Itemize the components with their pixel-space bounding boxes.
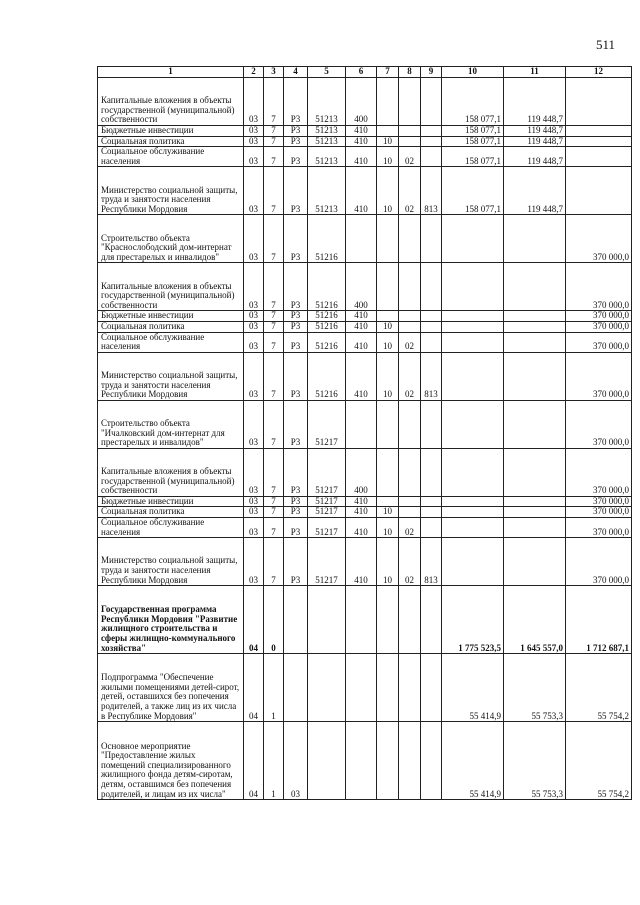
row-name-cell: Социальное обслуживание населения xyxy=(98,332,244,352)
amount-cell-col-10 xyxy=(442,538,504,586)
code-cell-col-4: Р3 xyxy=(284,332,308,352)
code-cell-col-7 xyxy=(377,311,399,322)
amount-cell-col-11 xyxy=(504,311,566,322)
code-cell-col-6: 410 xyxy=(346,538,377,586)
amount-cell-col-10 xyxy=(442,332,504,352)
code-cell-col-6: 400 xyxy=(346,263,377,311)
code-cell-col-6: 400 xyxy=(346,78,377,126)
amount-cell-col-12: 55 754,2 xyxy=(566,654,632,722)
table-row xyxy=(98,321,632,332)
code-cell-col-5: 51213 xyxy=(308,78,346,126)
code-cell-col-9: 813 xyxy=(421,352,442,400)
column-header-8: 8 xyxy=(399,67,421,78)
code-cell-col-4: Р3 xyxy=(284,136,308,147)
code-cell-col-9 xyxy=(421,654,442,722)
row-name-cell: Капитальные вложения в объекты государственной (муниципальной) собственности xyxy=(98,263,244,311)
code-cell-col-5 xyxy=(308,654,346,722)
code-cell-col-3: 7 xyxy=(264,215,284,263)
code-cell-col-9 xyxy=(421,722,442,800)
code-cell-col-2: 03 xyxy=(244,167,264,215)
amount-cell-col-12 xyxy=(566,136,632,147)
amount-cell-col-11 xyxy=(504,507,566,518)
amount-cell-col-12: 370 000,0 xyxy=(566,538,632,586)
code-cell-col-6: 410 xyxy=(346,167,377,215)
code-cell-col-2: 04 xyxy=(244,654,264,722)
code-cell-col-5: 51216 xyxy=(308,321,346,332)
code-cell-col-7: 10 xyxy=(377,321,399,332)
code-cell-col-8 xyxy=(399,400,421,448)
code-cell-col-3: 7 xyxy=(264,78,284,126)
amount-cell-col-11 xyxy=(504,448,566,496)
code-cell-col-6: 400 xyxy=(346,448,377,496)
code-cell-col-6 xyxy=(346,586,377,654)
code-cell-col-8: 02 xyxy=(399,332,421,352)
table-row xyxy=(98,400,632,448)
amount-cell-col-10: 55 414,9 xyxy=(442,654,504,722)
column-header-3: 3 xyxy=(264,67,284,78)
column-header-2: 2 xyxy=(244,67,264,78)
amount-cell-col-10: 158 077,1 xyxy=(442,167,504,215)
row-name-cell: Капитальные вложения в объекты государственной (муниципальной) собственности xyxy=(98,448,244,496)
table-header-row xyxy=(98,67,632,78)
row-name-cell: Социальная политика xyxy=(98,136,244,147)
amount-cell-col-11 xyxy=(504,332,566,352)
column-header-5: 5 xyxy=(308,67,346,78)
row-name-cell: Капитальные вложения в объекты государственной (муниципальной) собственности xyxy=(98,78,244,126)
code-cell-col-6: 410 xyxy=(346,311,377,322)
code-cell-col-4: Р3 xyxy=(284,215,308,263)
table-row xyxy=(98,448,632,496)
row-name-cell: Социальная политика xyxy=(98,321,244,332)
table-row xyxy=(98,215,632,263)
table-row xyxy=(98,654,632,722)
amount-cell-col-12: 370 000,0 xyxy=(566,507,632,518)
code-cell-col-5: 51217 xyxy=(308,496,346,507)
table-row xyxy=(98,126,632,137)
code-cell-col-2: 03 xyxy=(244,332,264,352)
code-cell-col-5 xyxy=(308,586,346,654)
code-cell-col-9 xyxy=(421,263,442,311)
code-cell-col-2: 03 xyxy=(244,507,264,518)
code-cell-col-6 xyxy=(346,722,377,800)
amount-cell-col-12 xyxy=(566,147,632,167)
code-cell-col-9 xyxy=(421,400,442,448)
column-header-4: 4 xyxy=(284,67,308,78)
code-cell-col-9 xyxy=(421,147,442,167)
amount-cell-col-10: 158 077,1 xyxy=(442,147,504,167)
code-cell-col-3: 1 xyxy=(264,722,284,800)
amount-cell-col-10 xyxy=(442,352,504,400)
amount-cell-col-11: 119 448,7 xyxy=(504,147,566,167)
code-cell-col-4: Р3 xyxy=(284,507,308,518)
code-cell-col-2: 03 xyxy=(244,321,264,332)
code-cell-col-5: 51216 xyxy=(308,352,346,400)
column-header-6: 6 xyxy=(346,67,377,78)
code-cell-col-4 xyxy=(284,654,308,722)
amount-cell-col-10 xyxy=(442,496,504,507)
amount-cell-col-11 xyxy=(504,517,566,537)
code-cell-col-6: 410 xyxy=(346,136,377,147)
amount-cell-col-11 xyxy=(504,496,566,507)
amount-cell-col-12: 1 712 687,1 xyxy=(566,586,632,654)
table-row xyxy=(98,263,632,311)
code-cell-col-8 xyxy=(399,126,421,137)
code-cell-col-8: 02 xyxy=(399,167,421,215)
code-cell-col-3: 7 xyxy=(264,263,284,311)
code-cell-col-6 xyxy=(346,215,377,263)
code-cell-col-5: 51217 xyxy=(308,448,346,496)
amount-cell-col-11 xyxy=(504,538,566,586)
amount-cell-col-10: 158 077,1 xyxy=(442,136,504,147)
amount-cell-col-11 xyxy=(504,215,566,263)
code-cell-col-4: Р3 xyxy=(284,311,308,322)
code-cell-col-4: Р3 xyxy=(284,167,308,215)
table-body xyxy=(98,78,632,800)
code-cell-col-8 xyxy=(399,78,421,126)
amount-cell-col-11 xyxy=(504,263,566,311)
code-cell-col-7 xyxy=(377,448,399,496)
table-row xyxy=(98,507,632,518)
code-cell-col-6: 410 xyxy=(346,321,377,332)
column-header-7: 7 xyxy=(377,67,399,78)
code-cell-col-6: 410 xyxy=(346,126,377,137)
code-cell-col-3: 7 xyxy=(264,400,284,448)
amount-cell-col-10 xyxy=(442,507,504,518)
code-cell-col-8: 02 xyxy=(399,538,421,586)
code-cell-col-3: 7 xyxy=(264,311,284,322)
code-cell-col-6 xyxy=(346,654,377,722)
amount-cell-col-11: 55 753,3 xyxy=(504,654,566,722)
code-cell-col-9 xyxy=(421,78,442,126)
code-cell-col-3: 7 xyxy=(264,517,284,537)
code-cell-col-7: 10 xyxy=(377,147,399,167)
column-header-9: 9 xyxy=(421,67,442,78)
column-header-10: 10 xyxy=(442,67,504,78)
code-cell-col-5: 51213 xyxy=(308,136,346,147)
amount-cell-col-12: 370 000,0 xyxy=(566,400,632,448)
amount-cell-col-10 xyxy=(442,263,504,311)
code-cell-col-9 xyxy=(421,321,442,332)
amount-cell-col-11 xyxy=(504,321,566,332)
code-cell-col-3: 7 xyxy=(264,136,284,147)
code-cell-col-5: 51213 xyxy=(308,126,346,137)
code-cell-col-7: 10 xyxy=(377,538,399,586)
code-cell-col-4: Р3 xyxy=(284,538,308,586)
code-cell-col-7 xyxy=(377,722,399,800)
amount-cell-col-12: 370 000,0 xyxy=(566,263,632,311)
code-cell-col-9 xyxy=(421,126,442,137)
code-cell-col-3: 7 xyxy=(264,126,284,137)
code-cell-col-5: 51217 xyxy=(308,507,346,518)
code-cell-col-4: Р3 xyxy=(284,78,308,126)
code-cell-col-2: 03 xyxy=(244,400,264,448)
amount-cell-col-11: 119 448,7 xyxy=(504,167,566,215)
code-cell-col-2: 03 xyxy=(244,126,264,137)
budget-table xyxy=(97,66,632,800)
code-cell-col-5: 51217 xyxy=(308,538,346,586)
code-cell-col-4: Р3 xyxy=(284,448,308,496)
column-header-11: 11 xyxy=(504,67,566,78)
code-cell-col-6: 410 xyxy=(346,507,377,518)
code-cell-col-5 xyxy=(308,722,346,800)
code-cell-col-8 xyxy=(399,263,421,311)
code-cell-col-7 xyxy=(377,263,399,311)
amount-cell-col-12: 370 000,0 xyxy=(566,215,632,263)
amount-cell-col-11 xyxy=(504,400,566,448)
row-name-cell: Основное мероприятие "Предоставление жилых помещений специализированного жилищного фонда детям-сиротам, детям, оставшимся без попечения родителей, и лицам из их числа" xyxy=(98,722,244,800)
code-cell-col-2: 04 xyxy=(244,722,264,800)
code-cell-col-8 xyxy=(399,586,421,654)
code-cell-col-2: 04 xyxy=(244,586,264,654)
code-cell-col-7 xyxy=(377,400,399,448)
row-name-cell: Социальное обслуживание населения xyxy=(98,147,244,167)
row-name-cell: Строительство объекта "Ичалковский дом-интернат для престарелых и инвалидов" xyxy=(98,400,244,448)
code-cell-col-5: 51216 xyxy=(308,311,346,322)
amount-cell-col-10: 1 775 523,5 xyxy=(442,586,504,654)
amount-cell-col-10: 55 414,9 xyxy=(442,722,504,800)
code-cell-col-4: Р3 xyxy=(284,517,308,537)
amount-cell-col-10 xyxy=(442,517,504,537)
code-cell-col-7: 10 xyxy=(377,332,399,352)
amount-cell-col-11: 119 448,7 xyxy=(504,126,566,137)
row-name-cell: Подпрограмма "Обеспечение жилыми помещениями детей-сирот, детей, оставшихся без попечения родителей, а также лиц из их числа в Республике Мордовия" xyxy=(98,654,244,722)
code-cell-col-9: 813 xyxy=(421,538,442,586)
code-cell-col-2: 03 xyxy=(244,215,264,263)
code-cell-col-2: 03 xyxy=(244,352,264,400)
amount-cell-col-10: 158 077,1 xyxy=(442,126,504,137)
code-cell-col-8: 02 xyxy=(399,517,421,537)
row-name-cell: Государственная программа Республики Мордовия "Развитие жилищного строительства и сферы жилищно-коммунального хозяйства" xyxy=(98,586,244,654)
table-row xyxy=(98,586,632,654)
row-name-cell: Бюджетные инвестиции xyxy=(98,496,244,507)
amount-cell-col-12: 370 000,0 xyxy=(566,496,632,507)
code-cell-col-2: 03 xyxy=(244,538,264,586)
code-cell-col-9 xyxy=(421,448,442,496)
amount-cell-col-12 xyxy=(566,78,632,126)
code-cell-col-9: 813 xyxy=(421,167,442,215)
code-cell-col-7: 10 xyxy=(377,167,399,215)
code-cell-col-9 xyxy=(421,311,442,322)
table-row xyxy=(98,78,632,126)
code-cell-col-7 xyxy=(377,496,399,507)
amount-cell-col-10: 158 077,1 xyxy=(442,78,504,126)
table-row xyxy=(98,517,632,537)
table-row xyxy=(98,136,632,147)
code-cell-col-3: 7 xyxy=(264,507,284,518)
code-cell-col-2: 03 xyxy=(244,136,264,147)
code-cell-col-8 xyxy=(399,311,421,322)
code-cell-col-4: Р3 xyxy=(284,147,308,167)
code-cell-col-3: 7 xyxy=(264,352,284,400)
code-cell-col-8 xyxy=(399,321,421,332)
code-cell-col-5: 51216 xyxy=(308,263,346,311)
amount-cell-col-12: 370 000,0 xyxy=(566,332,632,352)
amount-cell-col-12: 370 000,0 xyxy=(566,321,632,332)
code-cell-col-7 xyxy=(377,78,399,126)
code-cell-col-7 xyxy=(377,654,399,722)
code-cell-col-5: 51216 xyxy=(308,332,346,352)
amount-cell-col-10 xyxy=(442,215,504,263)
code-cell-col-6: 410 xyxy=(346,352,377,400)
table-row xyxy=(98,352,632,400)
code-cell-col-8 xyxy=(399,654,421,722)
row-name-cell: Министерство социальной защиты, труда и занятости населения Республики Мордовия xyxy=(98,352,244,400)
code-cell-col-8 xyxy=(399,722,421,800)
amount-cell-col-12 xyxy=(566,126,632,137)
code-cell-col-7: 10 xyxy=(377,352,399,400)
code-cell-col-7 xyxy=(377,215,399,263)
code-cell-col-3: 7 xyxy=(264,496,284,507)
code-cell-col-3: 7 xyxy=(264,147,284,167)
code-cell-col-6: 410 xyxy=(346,332,377,352)
code-cell-col-3: 1 xyxy=(264,654,284,722)
code-cell-col-3: 7 xyxy=(264,321,284,332)
amount-cell-col-12 xyxy=(566,167,632,215)
table-row xyxy=(98,332,632,352)
page-number: 511 xyxy=(596,37,616,52)
amount-cell-col-11: 119 448,7 xyxy=(504,78,566,126)
code-cell-col-8 xyxy=(399,507,421,518)
code-cell-col-5: 51213 xyxy=(308,167,346,215)
code-cell-col-7: 10 xyxy=(377,517,399,537)
code-cell-col-5: 51213 xyxy=(308,147,346,167)
amount-cell-col-12: 370 000,0 xyxy=(566,448,632,496)
row-name-cell: Министерство социальной защиты, труда и занятости населения Республики Мордовия xyxy=(98,538,244,586)
code-cell-col-8 xyxy=(399,448,421,496)
code-cell-col-3: 7 xyxy=(264,538,284,586)
code-cell-col-4: 03 xyxy=(284,722,308,800)
code-cell-col-7: 10 xyxy=(377,507,399,518)
amount-cell-col-11: 55 753,3 xyxy=(504,722,566,800)
column-header-1: 1 xyxy=(98,67,244,78)
code-cell-col-4: Р3 xyxy=(284,352,308,400)
code-cell-col-9 xyxy=(421,215,442,263)
code-cell-col-2: 03 xyxy=(244,448,264,496)
amount-cell-col-12: 370 000,0 xyxy=(566,311,632,322)
code-cell-col-7: 10 xyxy=(377,136,399,147)
column-header-12: 12 xyxy=(566,67,632,78)
amount-cell-col-10 xyxy=(442,400,504,448)
code-cell-col-4: Р3 xyxy=(284,496,308,507)
table-row xyxy=(98,167,632,215)
row-name-cell: Социальная политика xyxy=(98,507,244,518)
code-cell-col-2: 03 xyxy=(244,517,264,537)
code-cell-col-3: 0 xyxy=(264,586,284,654)
code-cell-col-9 xyxy=(421,332,442,352)
code-cell-col-6: 410 xyxy=(346,496,377,507)
table-row xyxy=(98,538,632,586)
code-cell-col-7 xyxy=(377,126,399,137)
amount-cell-col-10 xyxy=(442,321,504,332)
code-cell-col-3: 7 xyxy=(264,448,284,496)
row-name-cell: Бюджетные инвестиции xyxy=(98,311,244,322)
code-cell-col-6: 410 xyxy=(346,517,377,537)
code-cell-col-7 xyxy=(377,586,399,654)
code-cell-col-2: 03 xyxy=(244,78,264,126)
code-cell-col-9 xyxy=(421,136,442,147)
table-row xyxy=(98,722,632,800)
row-name-cell: Строительство объекта "Краснослободский дом-интернат для престарелых и инвалидов" xyxy=(98,215,244,263)
code-cell-col-5: 51216 xyxy=(308,215,346,263)
code-cell-col-9 xyxy=(421,507,442,518)
code-cell-col-9 xyxy=(421,586,442,654)
code-cell-col-2: 03 xyxy=(244,496,264,507)
row-name-cell: Министерство социальной защиты, труда и занятости населения Республики Мордовия xyxy=(98,167,244,215)
code-cell-col-4: Р3 xyxy=(284,400,308,448)
code-cell-col-4: Р3 xyxy=(284,126,308,137)
code-cell-col-4: Р3 xyxy=(284,321,308,332)
code-cell-col-2: 03 xyxy=(244,147,264,167)
code-cell-col-8: 02 xyxy=(399,352,421,400)
code-cell-col-3: 7 xyxy=(264,332,284,352)
table-row xyxy=(98,147,632,167)
code-cell-col-8 xyxy=(399,215,421,263)
code-cell-col-4 xyxy=(284,586,308,654)
code-cell-col-2: 03 xyxy=(244,311,264,322)
amount-cell-col-11 xyxy=(504,352,566,400)
code-cell-col-4: Р3 xyxy=(284,263,308,311)
code-cell-col-8 xyxy=(399,496,421,507)
code-cell-col-6: 410 xyxy=(346,147,377,167)
code-cell-col-3: 7 xyxy=(264,167,284,215)
code-cell-col-5: 51217 xyxy=(308,517,346,537)
amount-cell-col-10 xyxy=(442,311,504,322)
code-cell-col-5: 51217 xyxy=(308,400,346,448)
code-cell-col-2: 03 xyxy=(244,263,264,311)
code-cell-col-6 xyxy=(346,400,377,448)
amount-cell-col-12: 55 754,2 xyxy=(566,722,632,800)
table-row xyxy=(98,496,632,507)
row-name-cell: Бюджетные инвестиции xyxy=(98,126,244,137)
amount-cell-col-11: 1 645 557,0 xyxy=(504,586,566,654)
amount-cell-col-12: 370 000,0 xyxy=(566,517,632,537)
code-cell-col-9 xyxy=(421,496,442,507)
amount-cell-col-11: 119 448,7 xyxy=(504,136,566,147)
table-row xyxy=(98,311,632,322)
code-cell-col-8 xyxy=(399,136,421,147)
code-cell-col-9 xyxy=(421,517,442,537)
amount-cell-col-12: 370 000,0 xyxy=(566,352,632,400)
code-cell-col-8: 02 xyxy=(399,147,421,167)
row-name-cell: Социальное обслуживание населения xyxy=(98,517,244,537)
amount-cell-col-10 xyxy=(442,448,504,496)
